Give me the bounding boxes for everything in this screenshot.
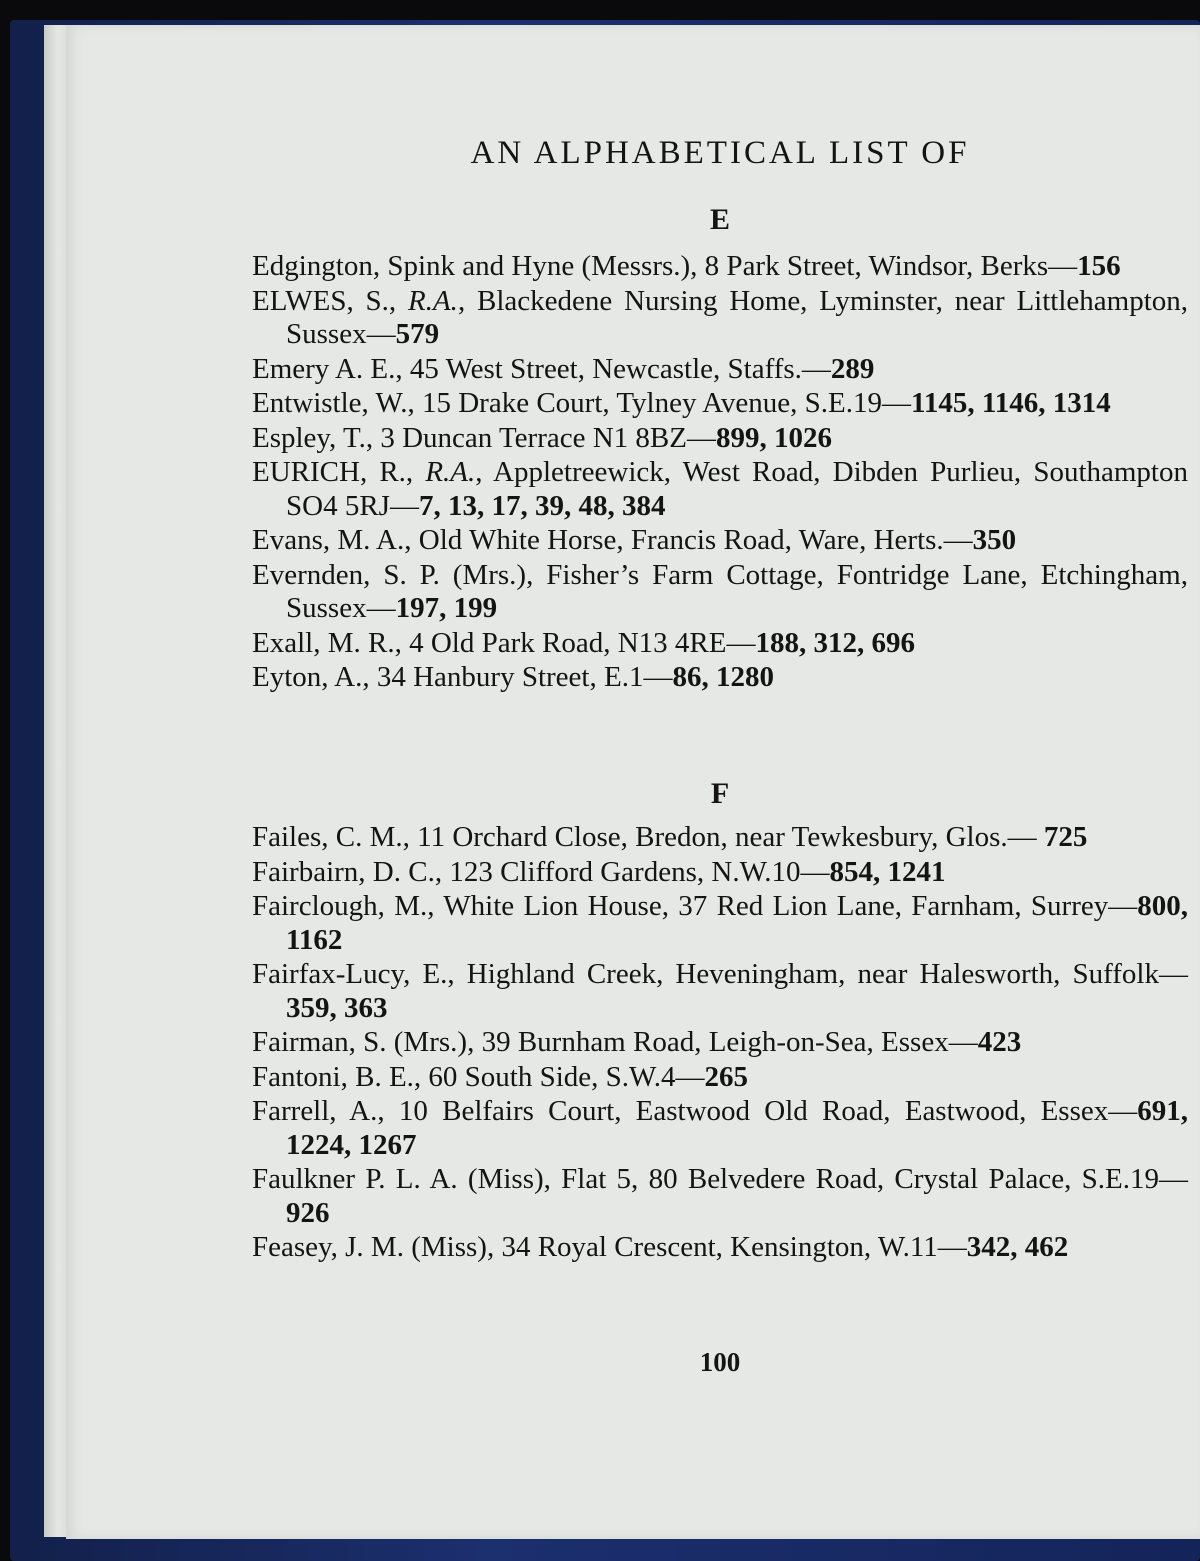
index-entry: [252, 456, 1188, 523]
index-entry: [252, 627, 1188, 661]
index-entry: [252, 559, 1188, 626]
entry-address: , Blackedene Nursing Home, Lyminster, near Littlehampton, Sussex—: [286, 284, 1189, 350]
entry-catalogue-numbers: 350: [972, 524, 1017, 556]
entry-catalogue-numbers: 188, 312, 696: [755, 626, 915, 659]
entry-catalogue-numbers: 1145, 1146, 1314: [911, 387, 1111, 419]
index-entry: [252, 524, 1188, 558]
entry-catalogue-numbers: 156: [1077, 250, 1121, 282]
index-entry: [252, 821, 1188, 855]
entry-catalogue-numbers: 86, 1280: [672, 661, 774, 693]
entry-catalogue-numbers: 289: [830, 352, 875, 385]
index-entry: [252, 856, 1188, 890]
entry-name: Fairman, S. (Mrs.), 39 Burnham Road, Leigh-on-Sea, Essex—: [252, 1026, 978, 1058]
section-letter-e: E: [709, 203, 730, 236]
section-e-entries: [252, 250, 1188, 696]
entry-title: R.A.: [408, 284, 458, 317]
entry-catalogue-numbers: 359, 363: [286, 991, 388, 1024]
entry-catalogue-numbers: 800, 1162: [286, 890, 1188, 956]
index-entry: [252, 890, 1188, 957]
running-head: AN ALPHABETICAL LIST OF: [470, 135, 970, 171]
entry-catalogue-numbers: 7, 13, 17, 39, 48, 384: [418, 489, 666, 522]
index-entry: [252, 250, 1188, 284]
entry-title: R.A.: [425, 456, 476, 488]
entry-catalogue-numbers: 579: [395, 318, 440, 350]
section-f-entries: [252, 821, 1188, 1266]
section-letter-f: F: [710, 777, 730, 810]
index-entry: [252, 1026, 1188, 1060]
index-entry: [252, 1231, 1188, 1265]
entry-catalogue-numbers: 423: [977, 1026, 1022, 1058]
entry-catalogue-numbers: 899, 1026: [716, 421, 832, 454]
entry-name: Fairfax-Lucy, E., Highland Creek, Heveningham, near Halesworth, Suffolk—: [252, 958, 1188, 990]
entry-name: Evernden, S. P. (Mrs.), Fisher’s Farm Cottage, Fontridge Lane, Etchingham, Sussex—: [252, 558, 1188, 624]
entry-address: , Appletreewick, West Road, Dibden Purlieu, Southampton SO4 5RJ—: [286, 456, 1188, 522]
entry-catalogue-numbers: 691, 1224, 1267: [286, 1095, 1188, 1161]
entry-name: Feasey, J. M. (Miss), 34 Royal Crescent, Kensington, W.11—: [252, 1231, 967, 1263]
entry-name: Exall, M. R., 4 Old Park Road, N13 4RE—: [252, 626, 756, 659]
entry-catalogue-numbers: 265: [704, 1060, 749, 1093]
entry-name: ELWES, S.,: [252, 284, 408, 317]
index-entry: [252, 353, 1188, 387]
book-page: [66, 25, 1200, 1539]
entry-name: Farrell, A., 10 Belfairs Court, Eastwood Old Road, Eastwood, Essex—: [252, 1095, 1138, 1127]
entry-name: Entwistle, W., 15 Drake Court, Tylney Avenue, S.E.19—: [252, 387, 911, 419]
entry-catalogue-numbers: 854, 1241: [829, 855, 946, 888]
index-entry: [252, 285, 1188, 352]
page-number: 100: [699, 1347, 741, 1377]
index-entry: [252, 1061, 1188, 1095]
entry-catalogue-numbers: 342, 462: [966, 1231, 1069, 1263]
index-entry: [252, 387, 1188, 421]
entry-name: Edgington, Spink and Hyne (Messrs.), 8 Park Street, Windsor, Berks—: [252, 250, 1078, 282]
entry-name: Espley, T., 3 Duncan Terrace N1 8BZ—: [252, 421, 716, 454]
entry-name: Fairbairn, D. C., 123 Clifford Gardens, N.W.10—: [252, 855, 830, 888]
entry-catalogue-numbers: 725: [1043, 821, 1088, 853]
entry-name: EURICH, R.,: [252, 456, 426, 488]
entry-catalogue-numbers: 926: [286, 1196, 330, 1229]
index-entry: [252, 1163, 1188, 1230]
index-entry: [252, 422, 1188, 456]
entry-name: Failes, C. M., 11 Orchard Close, Bredon, near Tewkesbury, Glos.—: [252, 821, 1044, 853]
entry-name: Faulkner P. L. A. (Miss), Flat 5, 80 Belvedere Road, Crystal Palace, S.E.19—: [252, 1163, 1188, 1195]
entry-name: Eyton, A., 34 Hanbury Street, E.1—: [252, 661, 673, 693]
entry-name: Emery A. E., 45 West Street, Newcastle, Staffs.—: [252, 352, 831, 385]
entry-catalogue-numbers: 197, 199: [395, 592, 498, 624]
entry-name: Fantoni, B. E., 60 South Side, S.W.4—: [252, 1060, 705, 1093]
index-entry: [252, 1095, 1188, 1162]
entry-name: Fairclough, M., White Lion House, 37 Red Lion Lane, Farnham, Surrey—: [252, 890, 1138, 922]
index-entry: [252, 661, 1188, 695]
index-entry: [252, 958, 1188, 1025]
entry-name: Evans, M. A., Old White Horse, Francis Road, Ware, Herts.—: [252, 524, 973, 556]
